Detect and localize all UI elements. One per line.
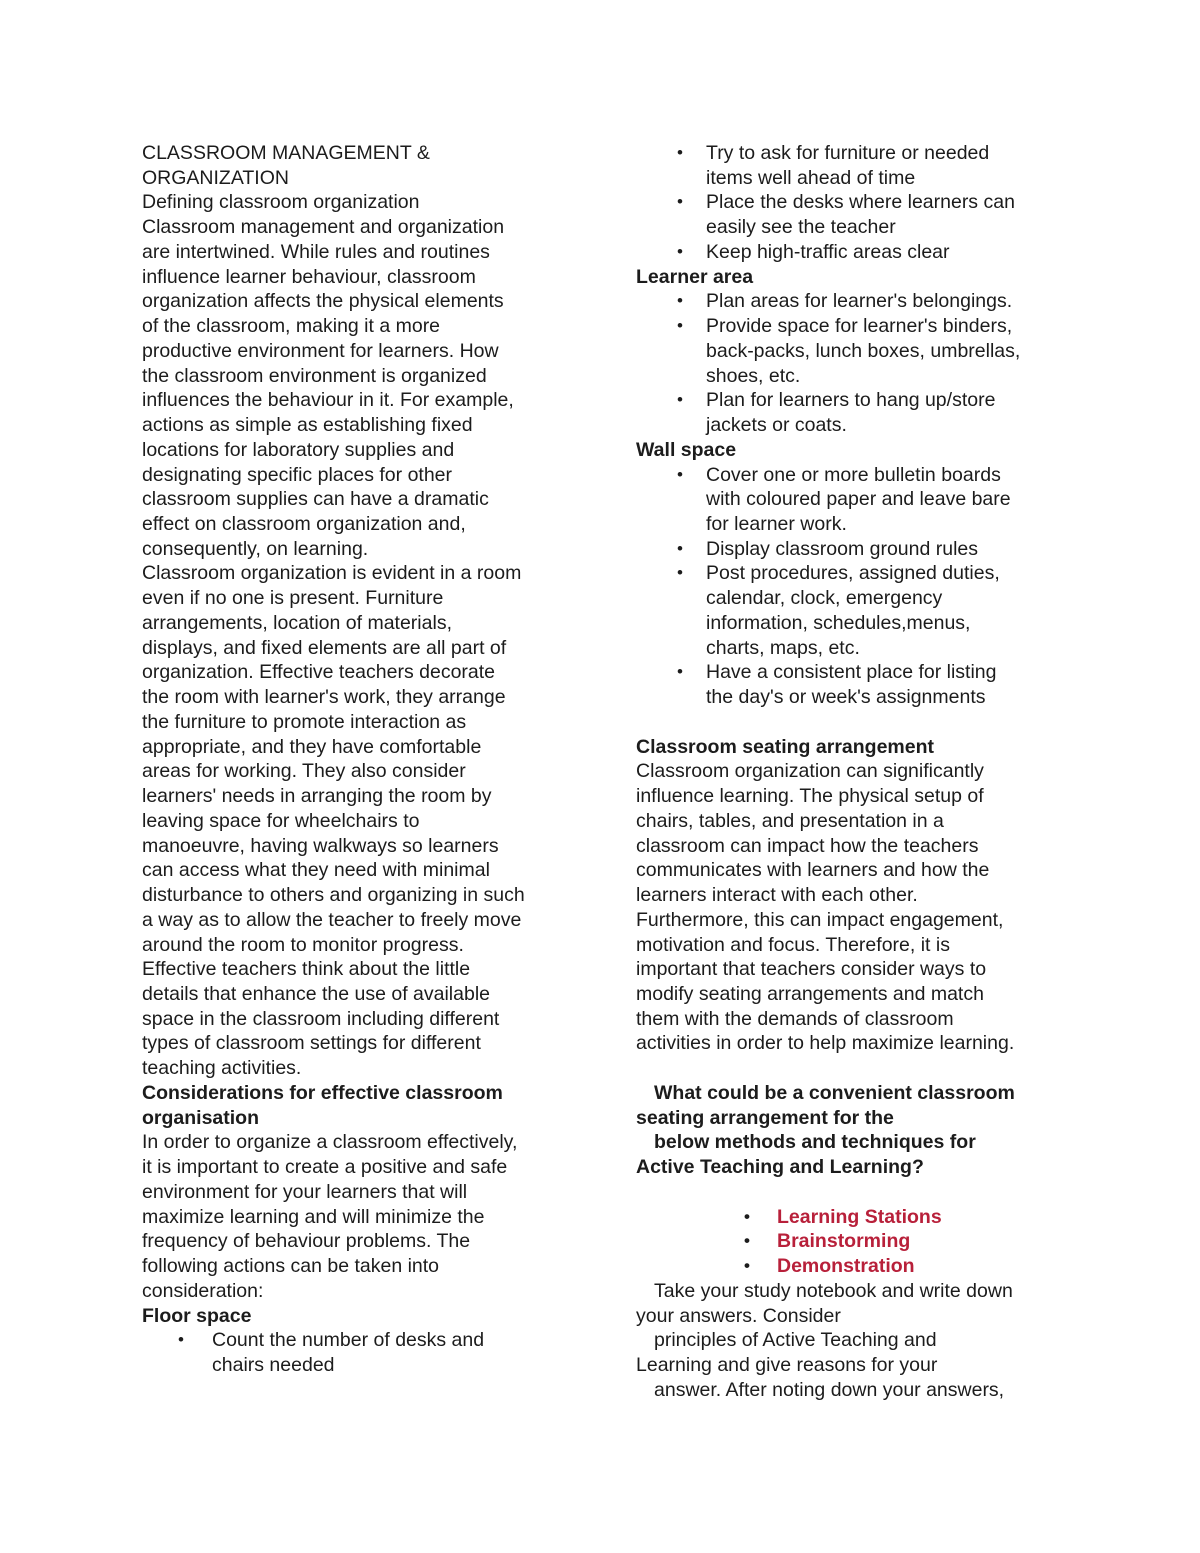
method-demonstration: Demonstration (777, 1255, 915, 1278)
paragraph-line: influence learner behaviour, classroom (142, 265, 476, 288)
paragraph-considerations (142, 1130, 582, 1303)
paragraph-line: even if no one is present. Furniture (142, 587, 444, 610)
method-item (636, 1254, 1076, 1279)
paragraph-line: effect on classroom organization and, (142, 513, 466, 536)
paragraph-line: arrangements, location of materials, (142, 611, 452, 634)
instruction-line: answer. After noting down your answers, (654, 1378, 1005, 1401)
paragraph-line: important that teachers consider ways to (636, 958, 987, 981)
bullet-icon: • (677, 563, 683, 583)
seating-heading: Classroom seating arrangement (636, 735, 935, 758)
spacer (636, 710, 1076, 735)
bullet-text: Count the number of desks and (212, 1329, 485, 1352)
paragraph-line: Furthermore, this can impact engagement, (636, 908, 1004, 931)
floor-bullet-4 (636, 240, 1076, 265)
bullet-text: Try to ask for furniture or needed (706, 142, 990, 164)
method-item (636, 1229, 1076, 1254)
paragraph-line: details that enhance the use of available (142, 982, 491, 1005)
paragraph-seating (636, 759, 1076, 1056)
method-item (636, 1205, 1076, 1230)
paragraph-line: modify seating arrangements and match (636, 982, 984, 1005)
bullet-text: Plan for learners to hang up/store (706, 389, 996, 412)
bullet-text: charts, maps, etc. (706, 636, 860, 659)
paragraph-line: space in the classroom including different (142, 1007, 500, 1030)
learner-bullet-3 (636, 388, 1076, 437)
left-column (142, 141, 582, 1378)
bullet-text: calendar, clock, emergency (706, 587, 943, 610)
bullet-text: Post procedures, assigned duties, (706, 562, 1000, 585)
paragraph-line: classroom supplies can have a dramatic (142, 488, 489, 511)
bullet-text: Plan areas for learner's belongings. (706, 290, 1013, 313)
paragraph-line: can access what they need with minimal (142, 859, 490, 882)
paragraph-line: activities in order to help maximize learning. (636, 1032, 1015, 1055)
floor-bullet-2 (636, 141, 1076, 190)
wall-bullet-1 (636, 463, 1076, 537)
bullet-text: Place the desks where learners can (706, 191, 1015, 214)
paragraph-line: Classroom organization can significantly (636, 760, 984, 783)
bullet-icon: • (677, 316, 683, 336)
paragraph-line: manoeuvre, having walkways so learners (142, 834, 499, 857)
bullet-icon: • (744, 1231, 750, 1251)
instruction-line: Take your study notebook and write down (654, 1279, 1013, 1302)
paragraph-line: consequently, on learning. (142, 537, 369, 560)
paragraph-line: types of classroom settings for different (142, 1032, 481, 1055)
bullet-icon: • (677, 241, 683, 261)
paragraph-line: are intertwined. While rules and routines (142, 240, 490, 263)
considerations-heading-line-1: Considerations for effective classroom (142, 1081, 503, 1104)
paragraph-line: influences the behaviour in it. For example, (142, 389, 514, 412)
paragraph-line: Effective teachers think about the little (142, 958, 471, 981)
paragraph-line: learners' needs in arranging the room by (142, 785, 492, 808)
question-line: What could be a convenient classroom (654, 1081, 1015, 1104)
instruction-line: your answers. Consider (636, 1304, 841, 1327)
paragraph-line: Classroom organization is evident in a room (142, 562, 522, 585)
bullet-icon: • (677, 390, 683, 410)
paragraph-line: frequency of behaviour problems. The (142, 1230, 471, 1253)
paragraph-line: it is important to create a positive and safe (142, 1156, 508, 1179)
instructions (636, 1279, 1076, 1403)
bullet-icon: • (677, 192, 683, 212)
right-column (636, 141, 1076, 1402)
paragraph-line: learners interact with each other. (636, 884, 918, 907)
document-title-line-1: CLASSROOM MANAGEMENT & (142, 142, 430, 164)
learner-bullet-1 (636, 289, 1076, 314)
bullet-icon: • (677, 291, 683, 311)
floor-bullet-1 (142, 1328, 582, 1377)
learner-bullet-2 (636, 314, 1076, 388)
instruction-line: principles of Active Teaching and (654, 1329, 937, 1352)
paragraph-line: influence learning. The physical setup of (636, 785, 984, 808)
bullet-text: Keep high-traffic areas clear (706, 240, 950, 263)
paragraph-line: organization affects the physical elements (142, 290, 504, 313)
wall-bullet-4 (636, 660, 1076, 709)
paragraph-line: following actions can be taken into (142, 1255, 440, 1278)
paragraph-line: Classroom management and organization (142, 216, 505, 239)
paragraph-line: displays, and fixed elements are all part of (142, 636, 507, 659)
paragraph-line: classroom can impact how the teachers (636, 834, 979, 857)
spacer (636, 1180, 1076, 1205)
paragraph-line: chairs, tables, and presentation in a (636, 809, 944, 832)
paragraph-line: communicates with learners and how the (636, 859, 990, 882)
paragraph-line: actions as simple as establishing fixed (142, 414, 473, 437)
paragraph-line: disturbance to others and organizing in such (142, 884, 525, 907)
bullet-text: Provide space for learner's binders, (706, 315, 1013, 338)
bullet-text: jackets or coats. (706, 414, 847, 437)
bullet-icon: • (744, 1206, 750, 1226)
bullet-text: Display classroom ground rules (706, 537, 979, 560)
bullet-text: information, schedules,menus, (706, 611, 971, 634)
paragraph-line: areas for working. They also consider (142, 760, 466, 783)
wall-space-heading: Wall space (636, 438, 737, 461)
paragraph-line: them with the demands of classroom (636, 1007, 954, 1030)
paragraph-line: motivation and focus. Therefore, it is (636, 933, 950, 956)
wall-bullet-3 (636, 561, 1076, 660)
bullet-text: items well ahead of time (706, 166, 916, 189)
bullet-text: Have a consistent place for listing (706, 661, 997, 684)
paragraph-line: locations for laboratory supplies and (142, 438, 455, 461)
section-subtitle: Defining classroom organization (142, 191, 420, 214)
bullet-icon: • (677, 662, 683, 682)
paragraph-line: In order to organize a classroom effectively, (142, 1131, 518, 1154)
bullet-text: for learner work. (706, 513, 847, 536)
bullet-text: easily see the teacher (706, 216, 896, 239)
question (636, 1081, 1076, 1180)
bullet-text: chairs needed (212, 1353, 335, 1376)
method-learning-stations: Learning Stations (777, 1205, 942, 1228)
paragraph-line: a way as to allow the teacher to freely move (142, 908, 522, 931)
wall-bullet-2 (636, 537, 1076, 562)
bullet-icon: • (744, 1256, 750, 1276)
spacer (636, 1056, 1076, 1081)
bullet-text: Cover one or more bulletin boards (706, 463, 1001, 486)
paragraph-line: the classroom environment is organized (142, 364, 487, 387)
paragraph-evidence (142, 561, 582, 1080)
bullet-text: the day's or week's assignments (706, 686, 986, 709)
question-line: Active Teaching and Learning? (636, 1156, 924, 1179)
instruction-line: Learning and give reasons for your (636, 1353, 938, 1376)
question-line: seating arrangement for the (636, 1106, 894, 1129)
methods-list (636, 1205, 1076, 1279)
paragraph-line: environment for your learners that will (142, 1180, 468, 1203)
bullet-icon: • (677, 464, 683, 484)
bullet-text: with coloured paper and leave bare (706, 488, 1011, 511)
paragraph-line: the room with learner's work, they arrange (142, 686, 506, 709)
paragraph-line: productive environment for learners. How (142, 339, 499, 362)
paragraph-line: maximize learning and will minimize the (142, 1205, 485, 1228)
paragraph-line: leaving space for wheelchairs to (142, 809, 420, 832)
learner-area-heading: Learner area (636, 265, 754, 288)
paragraph-line: organization. Effective teachers decorate (142, 661, 496, 684)
paragraph-line: teaching activities. (142, 1057, 302, 1080)
bullet-icon: • (178, 1330, 184, 1350)
document-title-line-2: ORGANIZATION (142, 166, 289, 189)
paragraph-line: the furniture to promote interaction as (142, 710, 467, 733)
paragraph-line: around the room to monitor progress. (142, 933, 464, 956)
paragraph-intro (142, 215, 582, 561)
considerations-heading-line-2: organisation (142, 1106, 260, 1129)
floor-space-heading: Floor space (142, 1304, 252, 1327)
question-line: below methods and techniques for (654, 1131, 976, 1154)
bullet-text: back-packs, lunch boxes, umbrellas, (706, 339, 1021, 362)
bullet-icon: • (677, 143, 683, 162)
floor-bullet-3 (636, 190, 1076, 239)
paragraph-line: appropriate, and they have comfortable (142, 735, 482, 758)
paragraph-line: consideration: (142, 1279, 264, 1302)
method-brainstorming: Brainstorming (777, 1230, 911, 1253)
bullet-icon: • (677, 538, 683, 558)
paragraph-line: designating specific places for other (142, 463, 453, 486)
bullet-text: shoes, etc. (706, 364, 801, 387)
paragraph-line: of the classroom, making it a more (142, 315, 441, 338)
